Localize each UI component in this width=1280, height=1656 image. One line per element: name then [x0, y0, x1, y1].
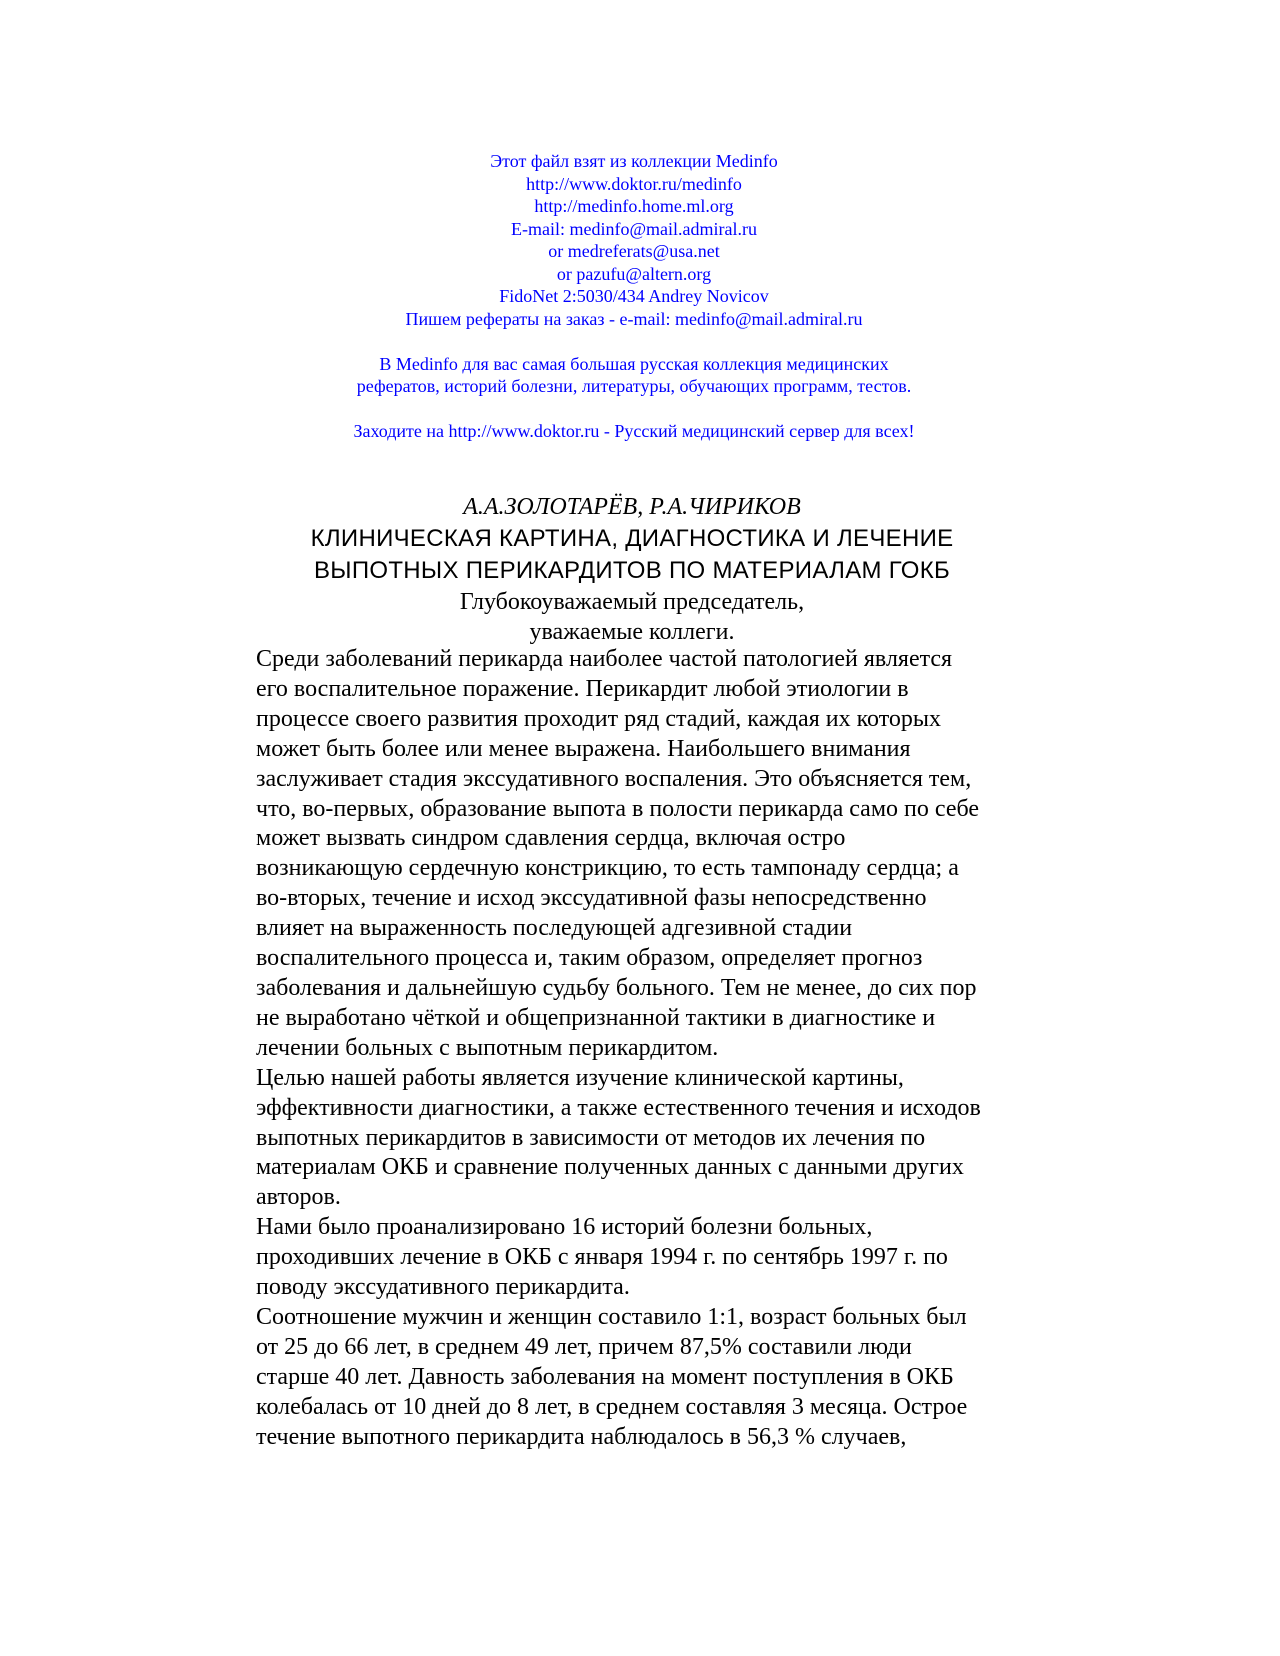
article-paragraph: [256, 645, 1096, 1064]
greeting-line: уважаемые коллеги.: [529, 619, 735, 645]
paragraph-line: Нами было проанализировано 16 историй болезни больных,: [256, 1214, 873, 1241]
header-order-line[interactable]: Пишем рефераты на заказ - e-mail: medinfo@mail.admiral.ru: [405, 308, 863, 329]
paragraph-line: поводу экссудативного перикардита.: [256, 1274, 630, 1301]
article-paragraph: [256, 1303, 1096, 1453]
article-authors: А.А.ЗОЛОТАРЁВ, Р.А.ЧИРИКОВ: [463, 494, 801, 520]
header-email[interactable]: E-mail: medinfo@mail.admiral.ru: [510, 218, 757, 239]
article-title-line: КЛИНИЧЕСКАЯ КАРТИНА, ДИАГНОСТИКА И ЛЕЧЕНИЕ: [310, 525, 954, 552]
header-link-medinfo-home[interactable]: http://medinfo.home.ml.org: [534, 196, 734, 216]
header-fidonet: FidoNet 2:5030/434 Andrey Novicov: [499, 286, 769, 306]
paragraph-line: лечении больных с выпотным перикардитом.: [256, 1034, 719, 1061]
promo-line: В Medinfo для вас самая большая русская коллекция медицинских: [379, 353, 889, 374]
paragraph-line: влияет на выраженность последующей адгезивной стадии: [256, 915, 853, 942]
header-link-doktor-medinfo[interactable]: http://www.doktor.ru/medinfo: [526, 173, 742, 194]
header-line: Этот файл взят из коллекции Medinfo: [490, 151, 778, 171]
paragraph-line: старше 40 лет. Давность заболевания на момент поступления в ОКБ: [256, 1363, 954, 1390]
promo-line: рефератов, историй болезни, литературы, обучающих программ, тестов.: [356, 376, 912, 396]
paragraph-line: материалам ОКБ и сравнение полученных данных с данными других: [256, 1154, 964, 1181]
paragraph-line: не выработано чёткой и общепризнанной тактики в диагностике и: [256, 1004, 936, 1031]
header-email-alt2[interactable]: or pazufu@altern.org: [556, 263, 712, 284]
paragraph-line: заслуживает стадия экссудативного воспаления. Это объясняется тем,: [256, 765, 972, 792]
article-heading: [0, 491, 1264, 647]
paragraph-line: колебалась от 10 дней до 8 лет, в среднем составляя 3 месяца. Острое: [256, 1393, 968, 1420]
article-paragraph: [256, 1064, 1096, 1214]
paragraph-line: процессе своего развития проходит ряд стадий, каждая их которых: [256, 705, 941, 732]
article-body: [256, 645, 1096, 1452]
paragraph-line: его воспалительное поражение. Перикардит любой этиологии в: [256, 675, 909, 702]
invite-line[interactable]: Заходите на http://www.doktor.ru - Русский медицинский сервер для всех!: [353, 421, 915, 441]
paragraph-line: может вызвать синдром сдавления сердца, включая остро: [256, 825, 846, 852]
paragraph-line: выпотных перикардитов в зависимости от методов их лечения по: [256, 1124, 926, 1151]
paragraph-line: проходивших лечение в ОКБ с января 1994 г. по сентябрь 1997 г. по: [256, 1244, 948, 1271]
spacer: [0, 398, 1268, 421]
paragraph-line: эффективности диагностики, а также естественного течения и исходов: [256, 1094, 981, 1121]
paragraph-line: возникающую сердечную констрикцию, то есть тампонаду сердца; а: [256, 855, 959, 882]
paragraph-line: во-вторых, течение и исход экссудативной фазы непосредственно: [256, 885, 927, 912]
collection-header: [0, 150, 1268, 443]
paragraph-line: воспалительного процесса и, таким образом, определяет прогноз: [256, 945, 923, 972]
paragraph-line: заболевания и дальнейшую судьбу больного. Тем не менее, до сих пор: [256, 974, 977, 1001]
article-paragraph: [256, 1213, 1096, 1303]
spacer: [0, 330, 1268, 353]
paragraph-line: авторов.: [256, 1184, 341, 1211]
article-title-line: ВЫПОТНЫХ ПЕРИКАРДИТОВ ПО МАТЕРИАЛАМ ГОКБ: [313, 557, 951, 584]
paragraph-line: от 25 до 66 лет, в среднем 49 лет, причем 87,5% составили люди: [256, 1333, 912, 1360]
header-email-alt[interactable]: or medreferats@usa.net: [548, 241, 720, 261]
paragraph-line: течение выпотного перикардита наблюдалось в 56,3 % случаев,: [256, 1423, 907, 1450]
paragraph-line: что, во-первых, образование выпота в полости перикарда само по себе: [256, 795, 980, 822]
paragraph-line: может быть более или менее выражена. Наибольшего внимания: [256, 735, 911, 762]
paragraph-line: Соотношение мужчин и женщин составило 1:1, возраст больных был: [256, 1303, 967, 1330]
greeting-line: Глубокоуважаемый председатель,: [459, 589, 805, 615]
paragraph-line: Целью нашей работы является изучение клинической картины,: [256, 1064, 904, 1091]
paragraph-line: Среди заболеваний перикарда наиболее частой патологией является: [256, 646, 953, 672]
